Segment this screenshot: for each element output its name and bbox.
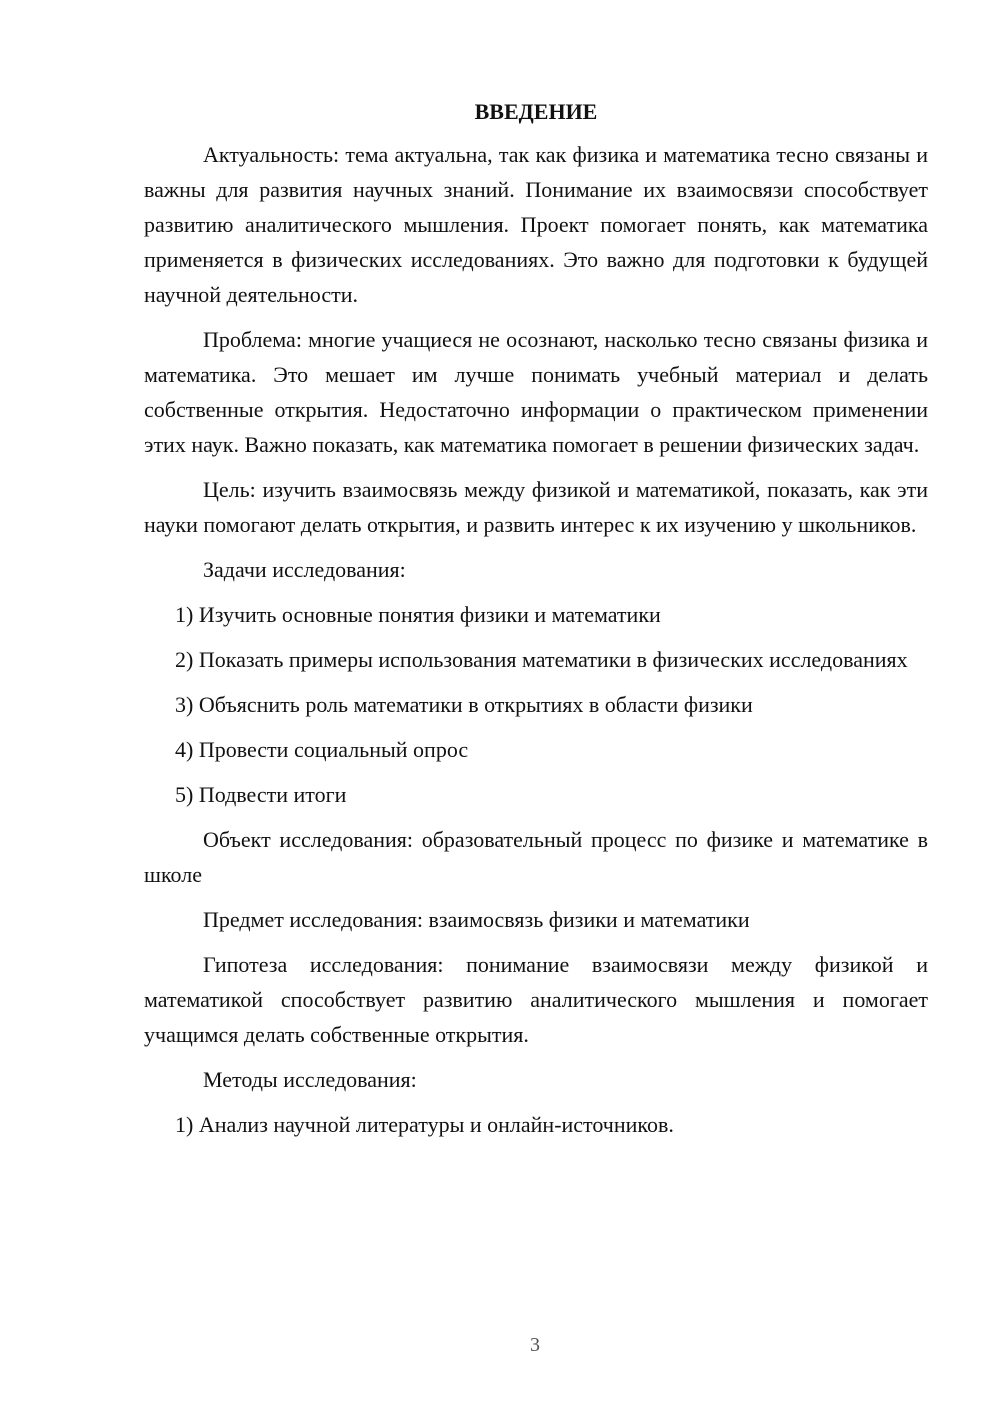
- page-number: 3: [530, 1334, 540, 1356]
- page-content: [144, 97, 928, 1152]
- hypothesis-paragraph: Гипотеза исследования: понимание взаимосвязи между физикой и математикой способствует развитию аналитического мышления и помогает учащимся делать собственные открытия.: [144, 952, 928, 1047]
- goal-paragraph: Цель: изучить взаимосвязь между физикой и математикой, показать, как эти науки помогают делать открытия, и развить интерес к их изучению у школьников.: [144, 477, 928, 537]
- section-title: ВВЕДЕНИЕ: [474, 99, 598, 124]
- object-paragraph: Объект исследования: образовательный процесс по физике и математике в школе: [144, 827, 928, 887]
- task-item: 1) Изучить основные понятия физики и математики: [175, 602, 661, 627]
- tasks-heading: Задачи исследования:: [203, 557, 406, 582]
- methods-heading: Методы исследования:: [203, 1067, 417, 1092]
- task-item: 5) Подвести итоги: [175, 782, 347, 807]
- subject-paragraph: Предмет исследования: взаимосвязь физики и математики: [203, 907, 750, 932]
- task-item: 4) Провести социальный опрос: [175, 737, 469, 762]
- method-item: 1) Анализ научной литературы и онлайн-источников.: [175, 1112, 674, 1137]
- task-item: 3) Объяснить роль математики в открытиях в области физики: [175, 692, 753, 717]
- task-item: 2) Показать примеры использования математики в физических исследованиях: [175, 647, 908, 672]
- problem-paragraph: Проблема: многие учащиеся не осознают, насколько тесно связаны физика и математика. Это мешает им лучше понимать учебный материал и делать собственные открытия. Недостаточно информации о практическом применении этих наук. Важно показать, как математика помогает в решении физических задач.: [144, 327, 928, 457]
- relevance-paragraph: Актуальность: тема актуальна, так как физика и математика тесно связаны и важны для развития научных знаний. Понимание их взаимосвязи способствует развитию аналитического мышления. Проект помогает понять, как математика применяется в физических исследованиях. Это важно для подготовки к будущей научной деятельности.: [144, 142, 928, 307]
